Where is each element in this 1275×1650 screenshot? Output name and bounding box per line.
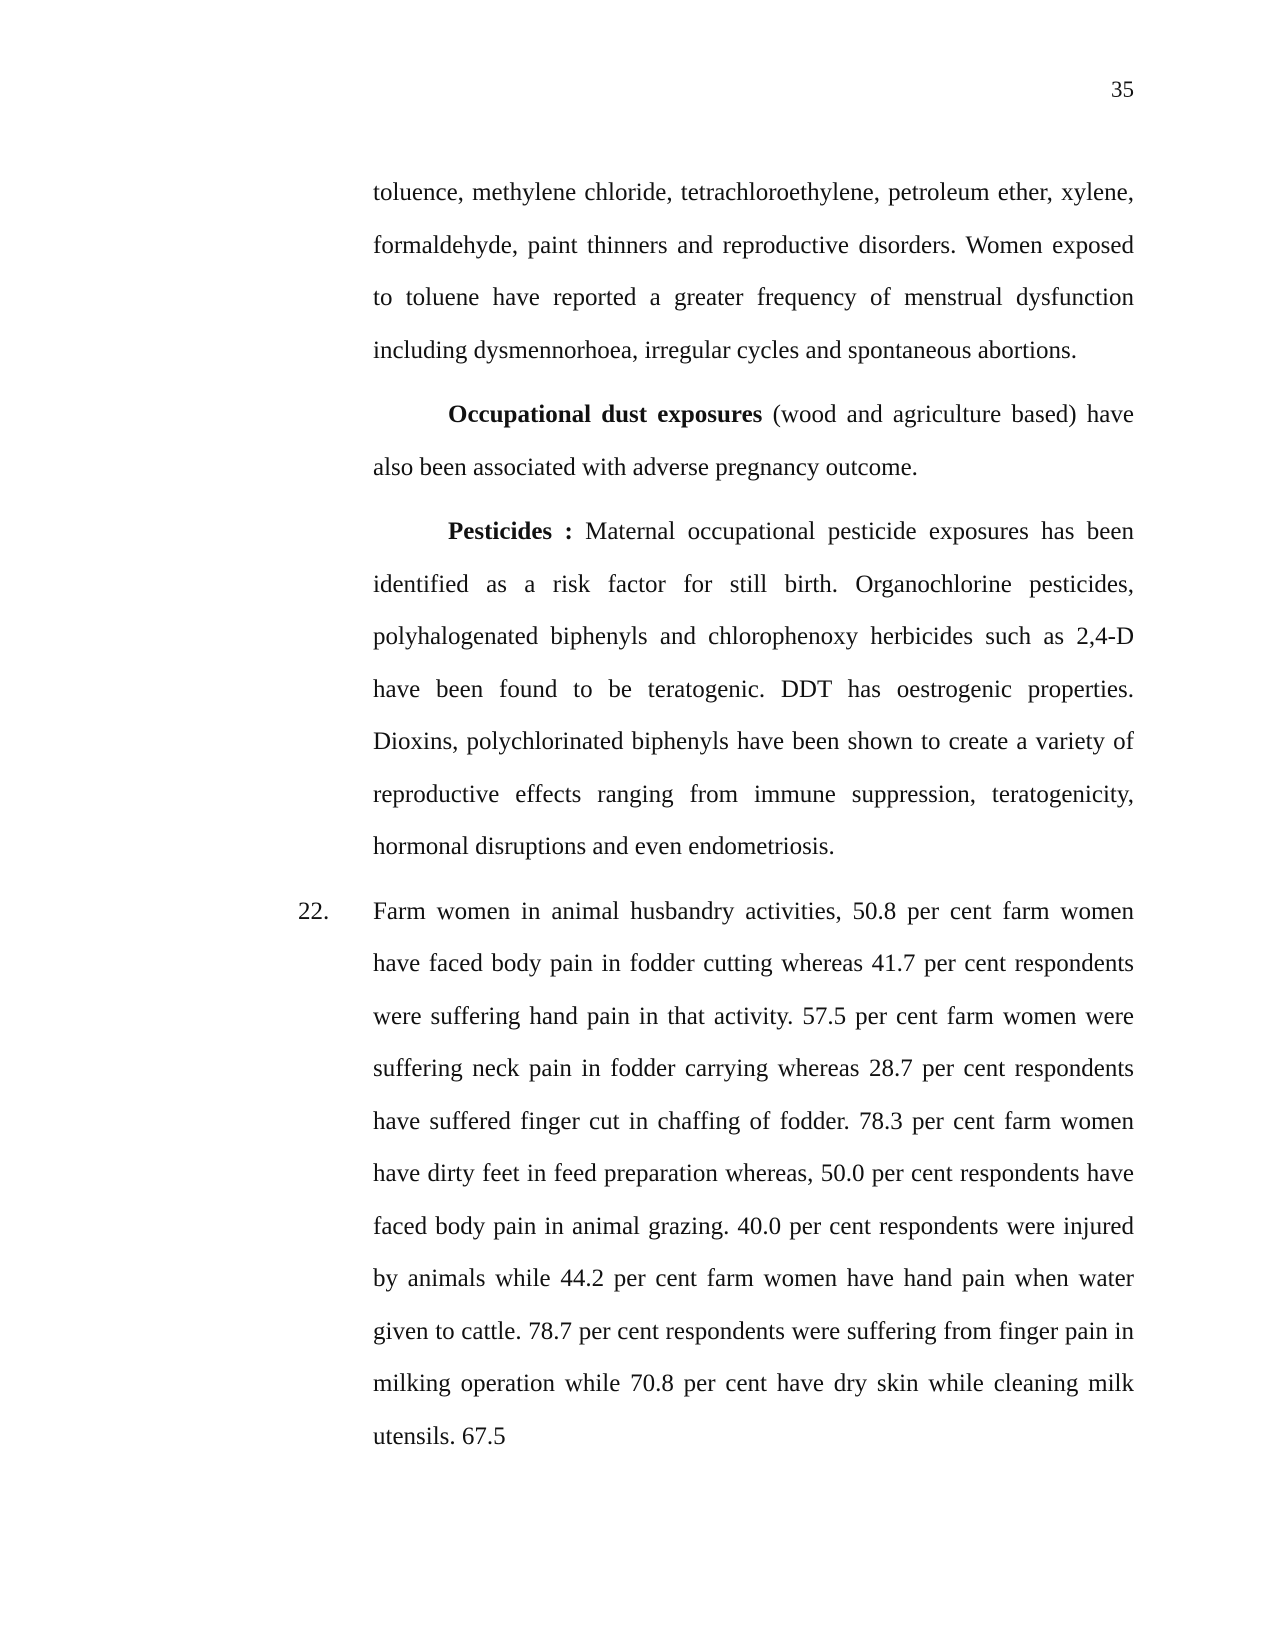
paragraph-dust-exposures (373, 389, 1134, 494)
page-body (298, 167, 1135, 1463)
paragraph-solvents: toluence, methylene chloride, tetrachloroethylene, petroleum ether, xylene, formaldehyde, paint thinners and reproductive disorders. Women exposed to toluene have reported a greater frequency of menstrual dysfunction including dysmennorhoea, irregular cycles and spontaneous abortions. (373, 179, 1134, 364)
page-number: 35 (1111, 77, 1134, 102)
paragraph-pesticides (373, 506, 1134, 874)
item-number: 22. (298, 897, 330, 925)
paragraph-text-dust: (wood and agriculture based) have also been associated with adverse pregnancy outcome. (373, 401, 1135, 481)
numbered-item-22 (298, 886, 1134, 1464)
paragraph-lead-dust: Occupational dust exposures (448, 401, 763, 428)
numbered-item-text: Farm women in animal husbandry activities, 50.8 per cent farm women have faced body pain in fodder cutting whereas 41.7 per cent respondents were suffering hand pain in that activity. 57.5 per cent farm women were suffering neck pain in fodder carrying whereas 28.7 per cent respondents have suffered finger cut in chaffing of fodder. 78.3 per cent farm women have dirty feet in feed preparation whereas, 50.0 per cent respondents have faced body pain in animal grazing. 40.0 per cent respondents were injured by animals while 44.2 per cent farm women have hand pain when water given to cattle. 78.7 per cent respondents were suffering from finger pain in milking operation while 70.8 per cent have dry skin while cleaning milk utensils. 67.5 (373, 897, 1134, 1450)
paragraph-text-pesticides: Maternal occupational pesticide exposures has been identified as a risk factor for still birth. Organochlorine pesticides, polyhalogenated biphenyls and chlorophenoxy herbicides such as 2,4-D have been found to be teratogenic. DDT has oestrogenic properties. Dioxins, polychlorinated biphenyls have been shown to create a variety of reproductive effects ranging from immune suppression, teratogenicity, hormonal disruptions and even endometriosis. (373, 518, 1134, 860)
paragraph-lead-pesticides: Pesticides : (448, 518, 573, 545)
